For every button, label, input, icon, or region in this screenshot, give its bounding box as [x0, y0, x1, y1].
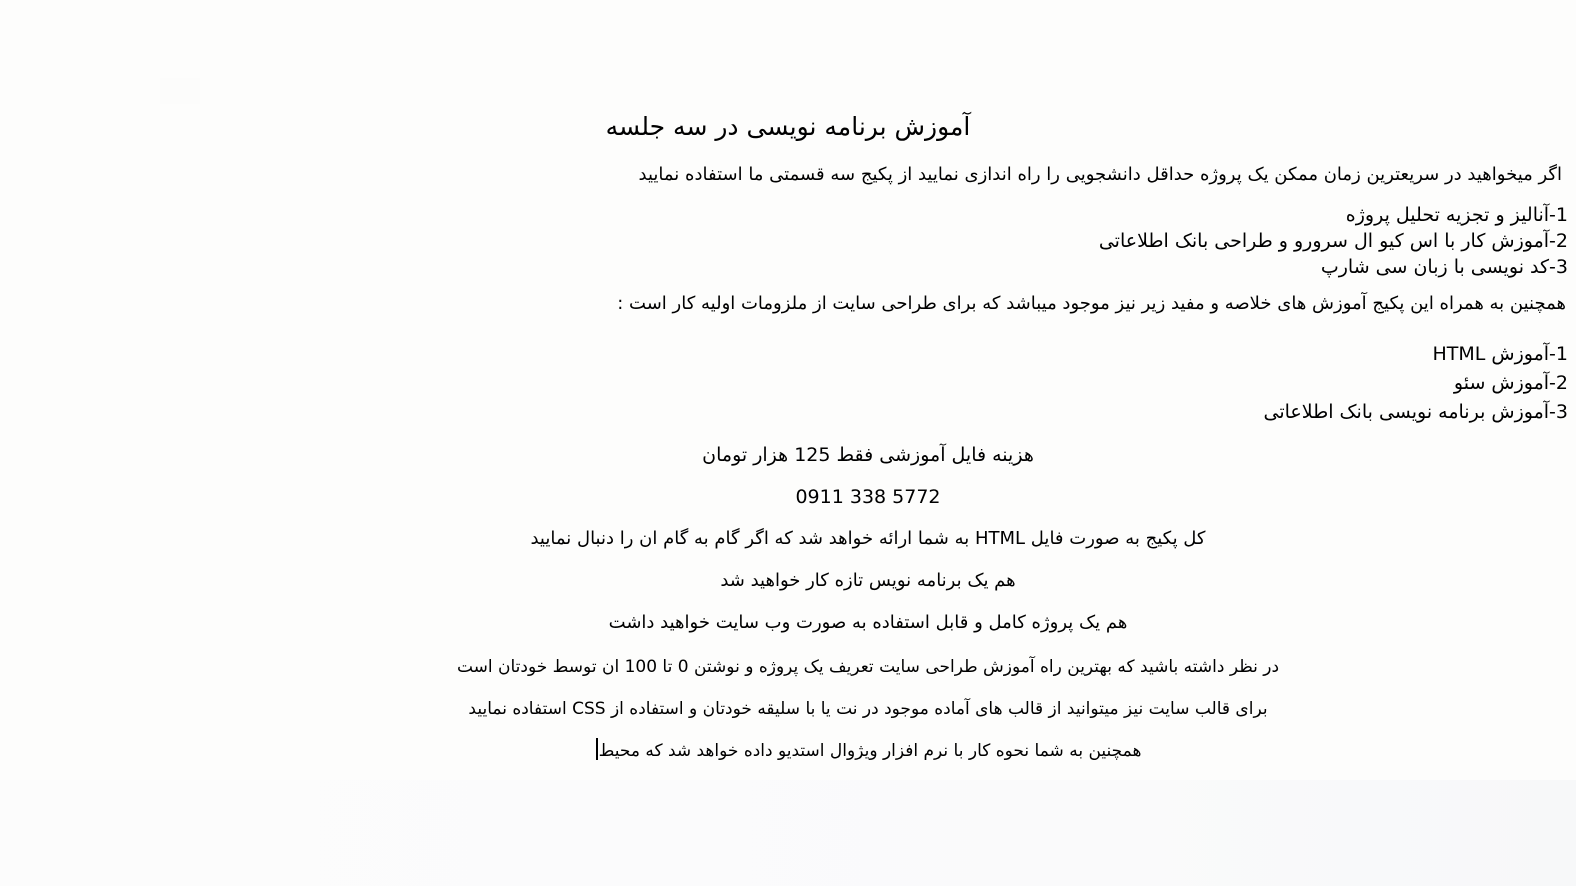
document-title: آموزش برنامه نویسی در سه جلسه [605, 112, 971, 141]
bonus-materials-note: همچنین به همراه این پکیج آموزش های خلاصه و مفید زیر نیز موجود میباشد که برای طراحی سایت از ملزومات اولیه کار است : [617, 293, 1566, 314]
course-modules-list [0, 202, 1568, 280]
body-paragraph: هم یک پروژه کامل و قابل استفاده به صورت وب سایت خواهید داشت [608, 612, 1128, 633]
body-paragraph: کل پکیج به صورت فایل HTML به شما ارائه خواهد شد که اگر گام به گام ان را دنبال نمایید [530, 528, 1206, 549]
background-bottom-band [0, 780, 1576, 886]
body-paragraph-with-caret[interactable] [0, 737, 1576, 765]
body-paragraph-text: همچنین به شما نحوه کار با نرم افزار ویژوال استدیو داده خواهد شد که محیط [598, 741, 1142, 761]
price-line: هزینه فایل آموزشی فقط 125 هزار تومان [702, 444, 1034, 466]
list-item: 2-آموزش کار با اس کیو ال سرورو و طراحی بانک اطلاعاتی [1098, 230, 1568, 252]
list-item: 3-آموزش برنامه نویسی بانک اطلاعاتی [1263, 401, 1568, 423]
list-item: 1-آنالیز و تجزیه تحلیل پروژه [1345, 204, 1568, 226]
list-item: 3-کد نویسی با زبان سی شارپ [1320, 256, 1568, 278]
list-item: 1-آموزش HTML [1432, 343, 1568, 365]
body-paragraph: برای قالب سایت نیز میتوانید از قالب های آماده موجود در نت یا با سلیقه خودتان و استفاده از CSS استفاده نمایید [468, 699, 1268, 719]
contact-phone-number: 0911 338 5772 [795, 486, 941, 508]
document-subtitle: اگر میخواهید در سریعترین زمان ممکن یک پروژه حداقل دانشجویی را راه اندازی نمایید از پکیج سه قسمتی ما استفاده نمایید [638, 164, 1562, 185]
list-item: 2-آموزش سئو [1453, 372, 1568, 394]
text-cursor-caret [596, 738, 598, 760]
background-tone-patch [160, 78, 200, 104]
bonus-materials-list [0, 340, 1568, 427]
body-paragraph: هم یک برنامه نویس تازه کار خواهید شد [720, 570, 1016, 591]
body-paragraph: در نظر داشته باشید که بهترین راه آموزش طراحی سایت تعریف یک پروژه و نوشتن 0 تا 100 ان توسط خودتان است [456, 657, 1280, 677]
